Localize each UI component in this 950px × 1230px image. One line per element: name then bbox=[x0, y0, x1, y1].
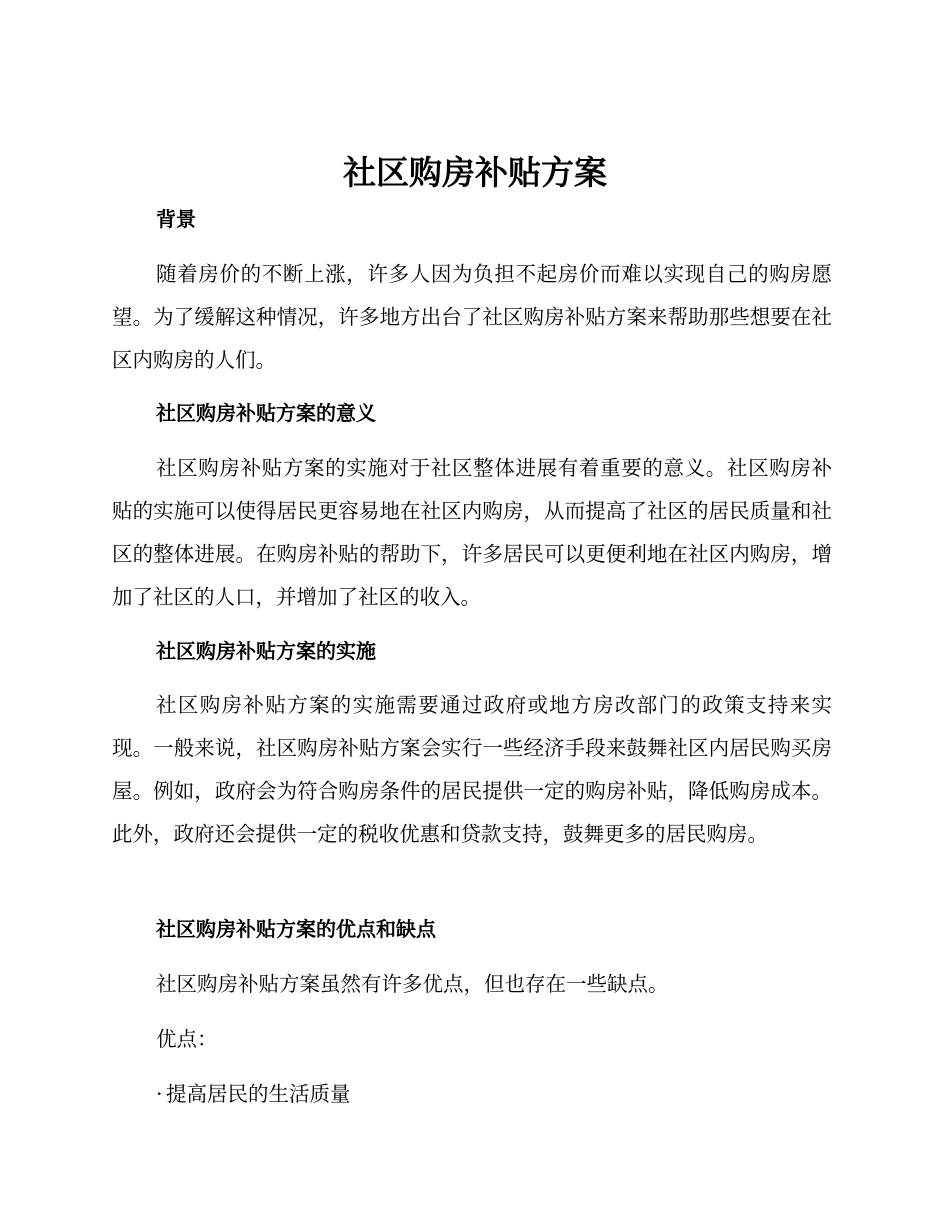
section-paragraph-pros-cons: 社区购房补贴方案虽然有许多优点，但也存在一些缺点。 bbox=[156, 972, 669, 996]
page-title: 社区购房补贴方案 bbox=[343, 153, 607, 192]
list-item-text: 提高居民的生活质量 bbox=[166, 1082, 351, 1106]
bullet-marker: · bbox=[156, 1082, 163, 1106]
section-heading-significance: 社区购房补贴方案的意义 bbox=[156, 401, 376, 425]
section-paragraph-implementation: 社区购房补贴方案的实施需要通过政府或地方房改部门的政策支持来实现。一般来说，社区购房补贴方案会实行一些经济手段来鼓舞社区内居民购买房屋。例如，政府会为符合购房条件的居民提供一定的购房补贴，降低购房成本。此外，政府还会提供一定的税收优惠和贷款支持，鼓舞更多的居民购房。 bbox=[112, 693, 832, 846]
list-item bbox=[156, 1079, 351, 1109]
pros-label: 优点： bbox=[156, 1027, 218, 1051]
section-paragraph-significance: 社区购房补贴方案的实施对于社区整体进展有着重要的意义。社区购房补贴的实施可以使得居民更容易地在社区内购房，从而提高了社区的居民质量和社区的整体进展。在购房补贴的帮助下，许多居民可以更便利地在社区内购房，增加了社区的人口，并增加了社区的收入。 bbox=[112, 456, 832, 609]
section-heading-implementation: 社区购房补贴方案的实施 bbox=[156, 639, 376, 663]
section-paragraph-background: 随着房价的不断上涨，许多人因为负担不起房价而难以实现自己的购房愿望。为了缓解这种情况，许多地方出台了社区购房补贴方案来帮助那些想要在社区内购房的人们。 bbox=[112, 262, 832, 372]
section-heading-pros-cons: 社区购房补贴方案的优点和缺点 bbox=[156, 917, 436, 941]
section-heading-background: 背景 bbox=[156, 207, 196, 231]
